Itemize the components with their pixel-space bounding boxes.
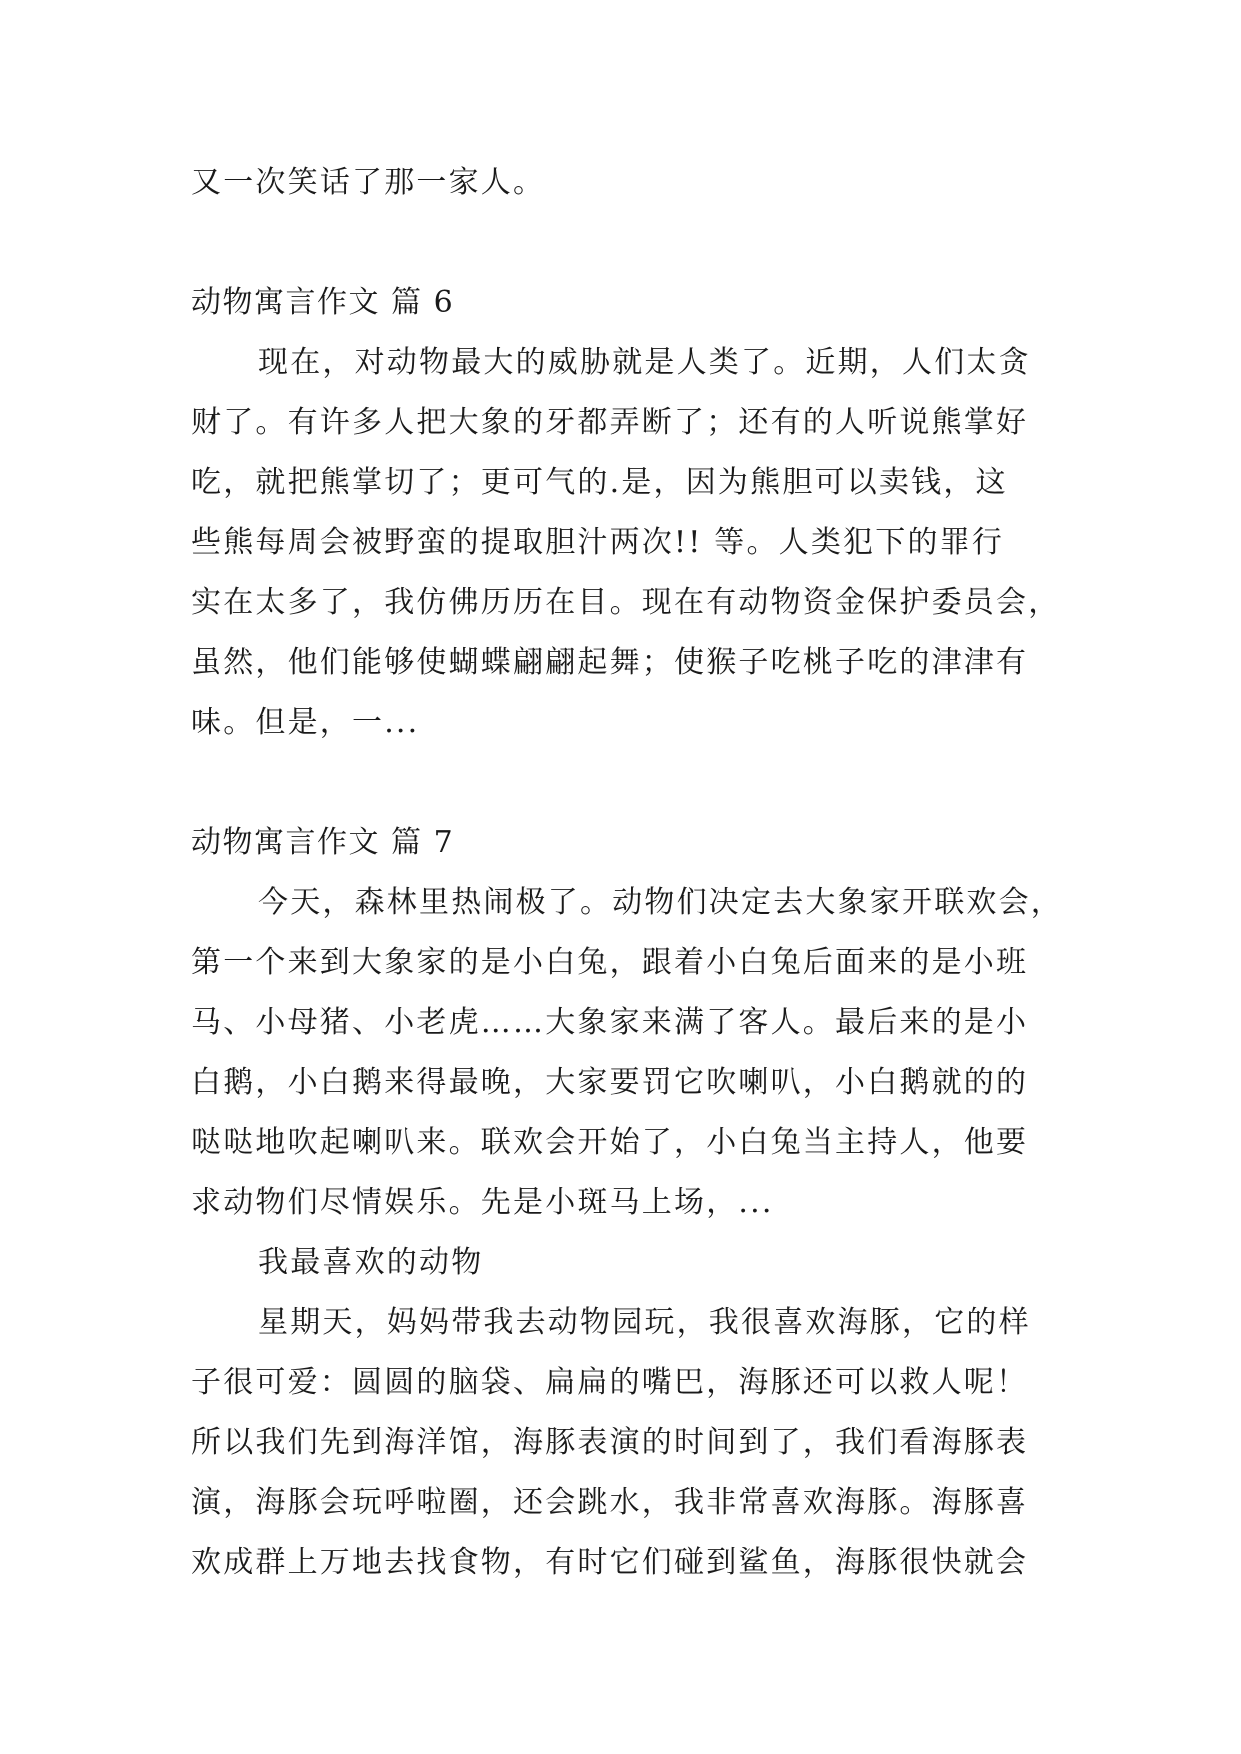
- paragraph-line: 虽然，他们能够使蝴蝶翩翩起舞；使猴子吃桃子吃的津津有: [191, 645, 1029, 680]
- paragraph-line: 所以我们先到海洋馆，海豚表演的时间到了，我们看海豚表: [191, 1425, 1029, 1460]
- paragraph-line: 星期天，妈妈带我去动物园玩，我很喜欢海豚，它的样: [258, 1305, 1031, 1340]
- paragraph-line: 演，海豚会玩呼啦圈，还会跳水，我非常喜欢海豚。海豚喜: [191, 1485, 1029, 1520]
- paragraph-line: 实在太多了，我仿佛历历在目。现在有动物资金保护委员会，: [191, 585, 1061, 620]
- paragraph-line: 今天，森林里热闹极了。动物们决定去大象家开联欢会，: [258, 885, 1063, 920]
- paragraph-line: 马、小母猪、小老虎……大象家来满了客人。最后来的是小: [191, 1005, 1029, 1040]
- paragraph-line: 欢成群上万地去找食物，有时它们碰到鲨鱼，海豚很快就会: [191, 1545, 1029, 1580]
- text-line-1: 又一次笑话了那一家人。: [191, 165, 546, 200]
- section-heading-6: 动物寓言作文 篇 6: [191, 285, 455, 320]
- subheading: 我最喜欢的动物: [258, 1245, 484, 1280]
- paragraph-line: 求动物们尽情娱乐。先是小斑马上场，...: [191, 1185, 774, 1220]
- paragraph-line: 子很可爱：圆圆的脑袋、扁扁的嘴巴，海豚还可以救人呢！: [191, 1365, 1029, 1400]
- paragraph-line: 第一个来到大象家的是小白兔，跟着小白兔后面来的是小班: [191, 945, 1029, 980]
- paragraph-line: 吃，就把熊掌切了；更可气的.是，因为熊胆可以卖钱，这: [191, 465, 1008, 500]
- paragraph-line: 些熊每周会被野蛮的提取胆汁两次!! 等。人类犯下的罪行: [191, 525, 1005, 560]
- paragraph-line: 财了。有许多人把大象的牙都弄断了；还有的人听说熊掌好: [191, 405, 1029, 440]
- paragraph-line: 味。但是，一...: [191, 705, 420, 740]
- paragraph-line: 哒哒地吹起喇叭来。联欢会开始了，小白兔当主持人，他要: [191, 1125, 1029, 1160]
- paragraph-line: 白鹅，小白鹅来得最晚，大家要罚它吹喇叭，小白鹅就的的: [191, 1065, 1029, 1100]
- section-heading-7: 动物寓言作文 篇 7: [191, 825, 455, 860]
- paragraph-line: 现在，对动物最大的威胁就是人类了。近期，人们太贪: [258, 345, 1031, 380]
